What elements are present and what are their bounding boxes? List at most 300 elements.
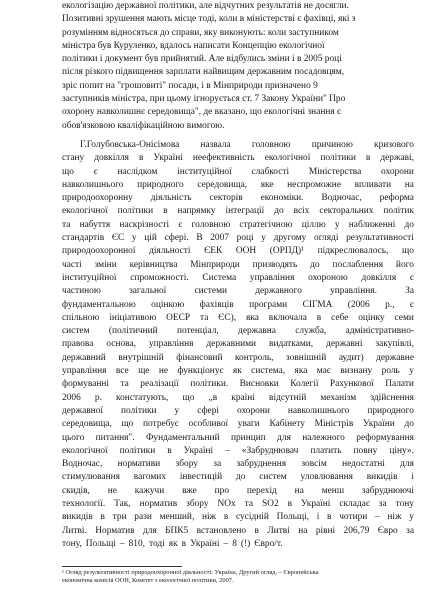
word: роль	[381, 366, 400, 377]
word: викидів	[62, 512, 93, 523]
text-line: зріс попит на "грошовиті" посади, і в Мінприроди призначено 9	[62, 80, 318, 91]
word: України	[362, 419, 395, 430]
word: служба,	[295, 326, 327, 337]
word: політики	[119, 445, 156, 456]
word: все	[115, 366, 129, 377]
word: набуття	[79, 219, 111, 230]
word: „в	[208, 392, 218, 403]
word: навколишнього	[62, 179, 124, 190]
word: механізм	[320, 392, 357, 403]
word: Кабінету	[269, 419, 305, 430]
word: уловлювання	[300, 472, 353, 483]
word: 810,	[128, 538, 145, 549]
word: в	[138, 153, 144, 164]
word: фундаментальною	[62, 299, 136, 310]
word: в	[316, 312, 322, 323]
word: рівні	[315, 525, 336, 536]
word: основа,	[106, 339, 136, 350]
word: технології.	[62, 498, 106, 509]
word: яка	[246, 312, 259, 323]
word: слабкості	[251, 166, 290, 177]
word: неефективність	[192, 153, 255, 164]
word: державі,	[380, 153, 414, 164]
text-line	[62, 232, 414, 245]
word: викидів	[366, 472, 398, 483]
word: констатують,	[116, 392, 169, 403]
word: є	[178, 219, 183, 230]
word: цього	[62, 432, 85, 443]
word: Міністерства	[308, 166, 362, 177]
word: складає	[339, 498, 370, 509]
word: формуванні	[62, 379, 110, 390]
word: менший,	[159, 512, 195, 523]
text-line	[62, 285, 414, 298]
word: зміни	[94, 259, 117, 270]
text-line	[62, 365, 414, 378]
word: та	[244, 498, 254, 509]
word: Литві.	[62, 525, 87, 536]
text-line: розумінням відносяться до справи, яку виконують: коли заступником	[62, 27, 339, 38]
word: державними	[206, 339, 257, 350]
word: в	[163, 206, 168, 217]
word: Колегії	[290, 379, 319, 390]
word: чотири	[339, 512, 368, 523]
word: і	[316, 512, 320, 523]
text-line	[62, 378, 414, 391]
word: в	[100, 512, 105, 523]
word: є	[409, 272, 414, 283]
word: забруднення	[236, 459, 287, 470]
word: фінансовий	[176, 352, 223, 363]
word: економіки.	[260, 193, 304, 204]
word: екологічної	[264, 153, 311, 164]
word: політики.	[190, 379, 229, 390]
word: природоохоронну	[62, 193, 133, 204]
word: в	[365, 153, 371, 164]
word: яка	[294, 366, 308, 377]
word: ціну».	[389, 445, 414, 456]
text-line: екологізацію державної політики, але відчутних результатів не досягли.	[62, 1, 349, 11]
word: інтеграції	[225, 206, 265, 217]
word: головною	[251, 139, 291, 150]
word: р.	[94, 392, 102, 403]
word: другому	[273, 233, 307, 244]
document-page	[62, 0, 414, 551]
word: назвала	[200, 139, 231, 150]
word: має	[316, 366, 331, 377]
text-line: політики і документ був прийнятий. Але відбулись зміни і в 2005 році	[62, 54, 342, 65]
word: у	[131, 233, 137, 244]
word: особливої	[188, 419, 229, 430]
word: призводять	[252, 259, 298, 270]
word: закупівлі,	[375, 339, 414, 350]
word: оцінкою	[151, 299, 185, 310]
word: систем	[259, 472, 287, 483]
text-line: обов'язковою кваліфікаційною вимогою.	[62, 120, 225, 131]
word: вже	[182, 485, 197, 496]
word: та	[120, 379, 129, 390]
word: управління.	[330, 286, 377, 297]
word: потенціал,	[177, 326, 219, 337]
word: діяльність	[150, 193, 192, 204]
word: послаблення	[332, 259, 384, 270]
text-line	[62, 511, 414, 524]
word: аудит)	[338, 352, 364, 363]
word: р.,	[385, 299, 395, 310]
word: (!)	[240, 538, 251, 549]
word: політики	[120, 405, 157, 416]
text-line	[62, 498, 414, 511]
word: Рахункової	[329, 379, 374, 390]
word: Україні	[300, 498, 331, 509]
footnote-line: ¹ Огляд результативності природоохоронної діяльності: Україна, Другий огляд. – Європейська	[62, 569, 319, 576]
word: «Забруднювач	[241, 445, 299, 456]
word: державне	[376, 352, 414, 363]
word: сфері	[197, 405, 220, 416]
word: Г.Голубовська-Онісімова	[80, 139, 180, 150]
word: за	[213, 459, 222, 470]
text-line	[62, 192, 414, 205]
word: Україні	[153, 153, 183, 164]
word: СІГМА	[302, 299, 333, 310]
word: скидів,	[62, 485, 90, 496]
word: наскрізності	[119, 219, 170, 230]
word: За	[405, 286, 414, 297]
word: наслідком	[117, 166, 158, 177]
word: державного	[255, 286, 302, 297]
text-line	[62, 166, 414, 179]
word: забруднюючі	[361, 485, 414, 496]
word: систем	[62, 326, 90, 337]
word: у	[409, 366, 414, 377]
word: себе	[331, 312, 349, 323]
word: рази	[134, 512, 152, 523]
word: до	[274, 206, 284, 217]
word: реформа	[379, 193, 414, 204]
word: за	[378, 498, 387, 509]
text-line	[62, 219, 414, 232]
word: довкілля	[94, 153, 129, 164]
word: контроль,	[234, 352, 274, 363]
word: державна	[238, 326, 276, 337]
word: належного	[302, 432, 345, 443]
word: питання".	[95, 432, 135, 443]
word: інституційної	[177, 166, 232, 177]
word: природного	[367, 405, 414, 416]
word: реалізації	[140, 379, 179, 390]
word: не	[158, 366, 169, 377]
text-line: охорону навколишнє середовища", де вказано, що екологічні знання є	[62, 107, 342, 118]
word: політики	[320, 153, 356, 164]
word: до	[404, 219, 414, 230]
word: охороною	[308, 272, 348, 283]
word: середовища,	[62, 419, 112, 430]
word: і	[411, 472, 414, 483]
word: недостатні	[342, 459, 385, 470]
word: впливати	[354, 179, 392, 190]
word: природоохоронної	[62, 246, 136, 257]
word: є	[93, 166, 98, 177]
footnote-line: економічна комісія ООН, Комітет з екологічної політики, 2007.	[62, 577, 234, 585]
text-line: Позитивні зрушення мають місце тоді, коли в міністерстві є фахівці, які з	[62, 14, 356, 25]
word: в	[223, 512, 229, 523]
word: управління	[148, 339, 194, 350]
word: –	[225, 445, 230, 456]
word: оцінку	[358, 312, 385, 323]
word: реформування	[356, 432, 414, 443]
word: управління	[62, 366, 107, 377]
word: 206,79	[343, 525, 370, 536]
word: норматив	[139, 498, 178, 509]
word: огляді	[314, 233, 339, 244]
word: до	[404, 419, 414, 430]
word: Водночас,	[321, 193, 362, 204]
word: Система	[202, 272, 237, 283]
text-line	[62, 325, 414, 338]
text-line	[62, 445, 414, 458]
word: платить	[310, 445, 342, 456]
word: сусідній	[235, 512, 269, 523]
word: причиною	[311, 139, 353, 150]
word: потребує	[143, 419, 179, 430]
word: системи	[194, 286, 228, 297]
word: програми	[249, 299, 288, 310]
word: яке	[260, 179, 274, 190]
word: адміністративно-	[345, 326, 414, 337]
word: у	[261, 233, 266, 244]
word: 8	[232, 538, 237, 549]
word: стратегічною	[239, 219, 293, 230]
word: за	[406, 525, 414, 536]
word: ніж	[202, 512, 217, 523]
word: менш	[321, 485, 345, 496]
text-line	[62, 458, 414, 471]
word: для	[400, 459, 414, 470]
word: Палати	[385, 379, 414, 390]
word: головною	[191, 219, 231, 230]
text-line	[62, 338, 414, 351]
word: та	[62, 219, 71, 230]
word: на	[404, 179, 414, 190]
word: результативності	[346, 233, 414, 244]
word: тоді	[149, 538, 165, 549]
word: охорони	[237, 405, 270, 416]
word: частиною	[62, 286, 101, 297]
word: діяльності	[149, 246, 191, 257]
word: що	[402, 246, 414, 257]
word: Мінприроди	[190, 259, 240, 270]
word: Міністрів	[314, 419, 354, 430]
footnote-divider	[62, 566, 182, 567]
word: країні	[231, 392, 255, 403]
word: до	[310, 259, 320, 270]
word: Польщі,	[276, 512, 310, 523]
word: політик	[383, 206, 414, 217]
word: система,	[251, 366, 286, 377]
word: ціллю	[301, 219, 326, 230]
word: внутрішній	[118, 352, 164, 363]
word: ЄЕК	[204, 246, 223, 257]
word: сфері.	[164, 233, 189, 244]
word: в	[327, 512, 332, 523]
text-line	[62, 245, 414, 258]
word: принцип	[230, 432, 266, 443]
word: Фундаментальний	[145, 432, 220, 443]
word: встановлено	[196, 525, 247, 536]
word: Євро/т.	[254, 538, 283, 549]
word: політики	[117, 206, 154, 217]
word: довкілля	[361, 272, 397, 283]
word: році	[236, 233, 254, 244]
word: ЄС),	[218, 312, 237, 323]
word: в	[167, 445, 172, 456]
word: у	[174, 405, 180, 416]
word: зовнішній	[286, 352, 327, 363]
word: управління	[249, 272, 295, 283]
word: тону	[395, 498, 414, 509]
word: ОЕСР	[166, 312, 191, 323]
text-line	[62, 485, 414, 498]
word: збору	[186, 498, 209, 509]
word: як	[168, 538, 178, 549]
text-line	[62, 152, 414, 165]
word: –	[375, 512, 380, 523]
word: в	[254, 525, 259, 536]
word: кажучи	[134, 485, 165, 496]
word: нормативи	[117, 459, 161, 470]
word: що	[121, 419, 134, 430]
word: БПК5	[165, 525, 189, 536]
word: всіх	[293, 206, 310, 217]
word: про	[214, 485, 230, 496]
paragraph-1	[62, 0, 414, 133]
text-line	[62, 405, 414, 418]
word: неспроможне	[287, 179, 341, 190]
word: ще	[138, 366, 150, 377]
word: державної	[62, 405, 103, 416]
word: Україні	[190, 538, 220, 549]
word: державні	[326, 339, 363, 350]
word: стану	[62, 153, 85, 164]
word: NOx	[217, 498, 236, 509]
word: 2006	[62, 392, 81, 403]
word: в	[287, 498, 293, 509]
word: зовсім	[301, 459, 327, 470]
word: інвестицій	[179, 472, 223, 483]
word: (ОРПД)¹	[269, 246, 304, 257]
text-line	[62, 205, 414, 218]
word: для	[277, 432, 291, 443]
word: екологічної	[62, 206, 108, 217]
word: інституційної	[62, 272, 117, 283]
word: до	[235, 472, 246, 483]
word: три	[112, 512, 127, 523]
word: Водночас,	[62, 459, 103, 470]
word: збору	[175, 459, 198, 470]
word: вагомих	[133, 472, 167, 483]
text-line	[62, 471, 414, 484]
word: кризового	[374, 139, 414, 150]
text-line	[62, 525, 414, 538]
word: Висновки	[239, 379, 279, 390]
word: Так,	[114, 498, 131, 509]
word: у	[409, 512, 414, 523]
text-line	[62, 538, 414, 551]
word: його	[395, 259, 414, 270]
word: визнану	[340, 366, 373, 377]
word: навколишнього	[287, 405, 350, 416]
word: охорони	[381, 166, 414, 177]
word: Євро	[377, 525, 398, 536]
word: перехід	[246, 485, 277, 496]
word: Литві	[267, 525, 290, 536]
word: включала	[268, 312, 307, 323]
word: на	[294, 485, 304, 496]
word: 2007	[210, 233, 229, 244]
word: Україні	[183, 445, 214, 456]
text-line	[62, 179, 414, 192]
word: спільною	[62, 312, 100, 323]
word: наближенні	[348, 219, 396, 230]
word: природного	[137, 179, 184, 190]
word: середовища,	[197, 179, 248, 190]
word: часті	[62, 259, 82, 270]
word: (політичний	[108, 326, 158, 337]
word: загальної	[129, 286, 167, 297]
word: ніж	[387, 512, 402, 523]
word: спроможності.	[130, 272, 189, 283]
word: видатками,	[269, 339, 314, 350]
word: стимулювання	[62, 472, 120, 483]
word: напрямку	[177, 206, 216, 217]
word: Польщі	[85, 538, 116, 549]
text-line: заступників міністра, при цьому ігнорується ст. 7 Закону України" Про	[62, 94, 346, 105]
text-line: міністра був Куруленко, вдалось написати Концепцію екологічної	[62, 40, 325, 51]
text-line	[62, 418, 414, 431]
word: як	[232, 366, 242, 377]
word: в	[181, 538, 187, 549]
text-line	[62, 139, 414, 152]
word: В	[196, 233, 203, 244]
word: у	[334, 219, 340, 230]
word: є	[409, 299, 414, 310]
text-line	[62, 432, 414, 445]
word: здійснення	[370, 392, 414, 403]
word: та	[199, 312, 209, 323]
word: керівництва	[129, 259, 178, 270]
word: секторальних	[319, 206, 374, 217]
word: уваги	[237, 419, 260, 430]
word: ініціативою	[109, 312, 157, 323]
text-line	[62, 259, 414, 272]
text-line	[62, 312, 414, 325]
word: (2006	[347, 299, 370, 310]
text-line	[62, 352, 414, 365]
text-line	[62, 299, 414, 312]
word: фахівців	[199, 299, 234, 310]
text-line: після різкого підвищення зарплати найвищим державним посадовцям,	[62, 67, 345, 78]
word: стандартів	[62, 233, 105, 244]
word: тону,	[62, 538, 82, 549]
word: відсутній	[269, 392, 307, 403]
paragraph-2	[62, 139, 414, 551]
word: цій	[144, 233, 157, 244]
word: державний	[62, 352, 106, 363]
word: –	[119, 538, 125, 549]
word: секторів	[209, 193, 243, 204]
word: не	[107, 485, 117, 496]
word: семи	[394, 312, 414, 323]
